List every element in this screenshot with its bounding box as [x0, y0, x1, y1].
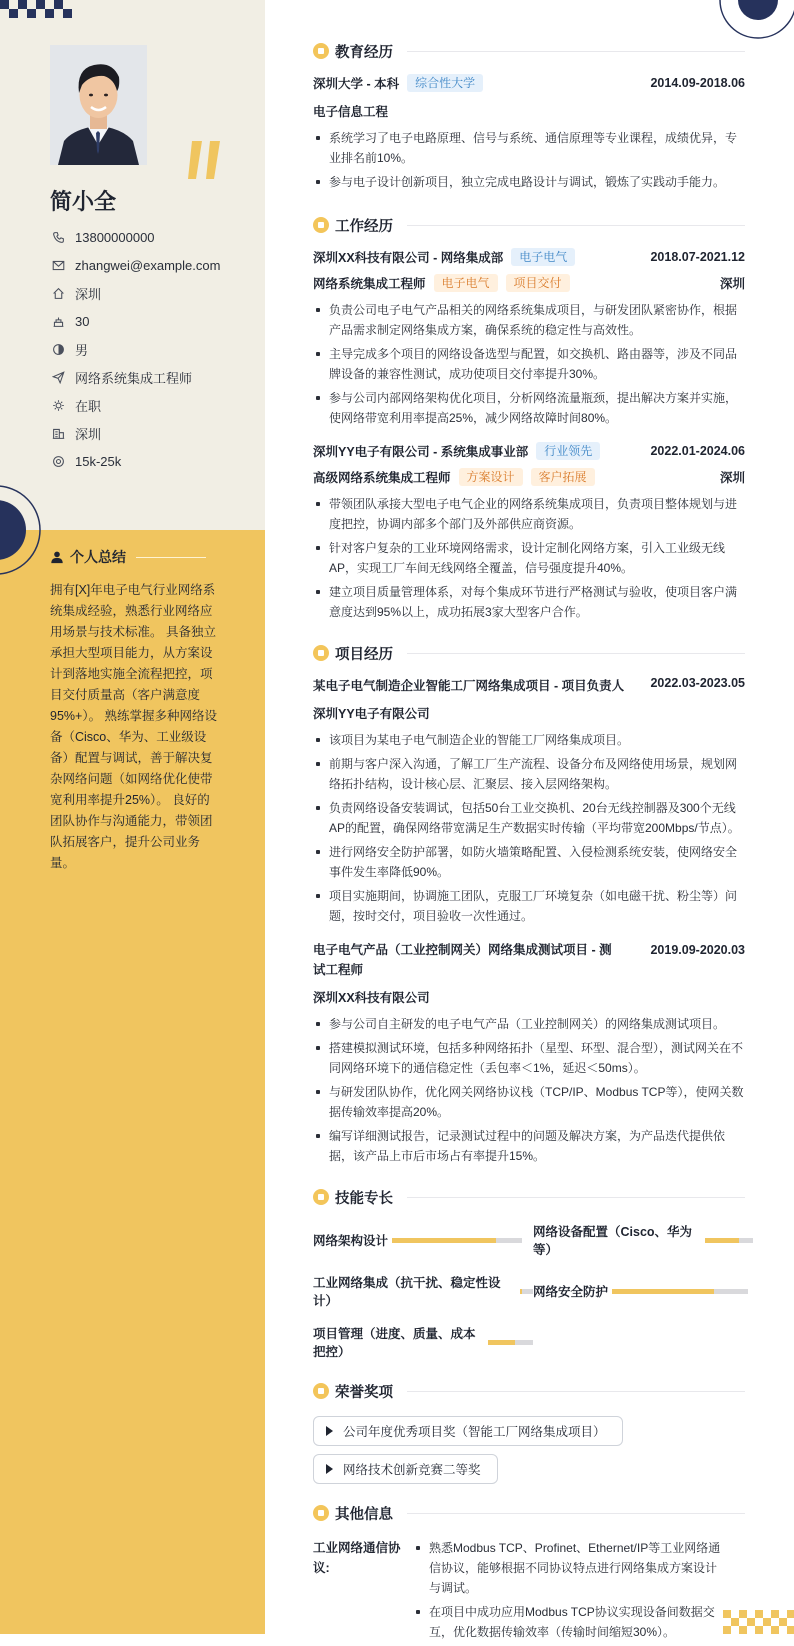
project-org: 深圳XX科技有限公司	[313, 991, 430, 1005]
project-bullets	[313, 730, 745, 926]
work-company-row	[313, 442, 745, 460]
skill-bar-fill	[612, 1289, 714, 1294]
section-icon	[313, 217, 329, 233]
send-icon	[50, 369, 66, 385]
info-email	[50, 251, 220, 279]
project-period: 2019.09-2020.03	[650, 943, 745, 957]
city-text: 深圳	[75, 286, 102, 302]
company-tag: 电子电气	[511, 248, 575, 266]
work-location: 深圳	[719, 471, 745, 485]
main-content	[313, 38, 745, 1646]
checker-decoration	[0, 0, 80, 22]
circle-decoration	[0, 484, 42, 576]
avatar	[50, 45, 147, 165]
position-tag: 项目交付	[506, 274, 570, 292]
project-org-row	[313, 704, 745, 722]
divider	[136, 557, 206, 558]
major-row	[313, 102, 745, 120]
skill-bar	[488, 1340, 533, 1345]
gender-icon	[50, 341, 66, 357]
skill-name: 工业网络集成（抗干扰、稳定性设计）	[313, 1276, 501, 1308]
company-name: 深圳YY电子有限公司 - 系统集成事业部	[313, 445, 529, 459]
awards-list	[313, 1416, 745, 1446]
awards-header	[313, 1378, 745, 1404]
list-item: 带领团队承接大型电子电气企业的网络系统集成项目，负责项目整体规划与进度把控，协调内部多个部门及外部供应商资源。	[313, 494, 745, 534]
list-item: 负责公司电子电气产品相关的网络系统集成项目，与研发团队紧密协作，根据产品需求制定网络集成方案，确保系统的稳定性与高效性。	[313, 300, 745, 340]
section-icon	[313, 43, 329, 59]
skill-item	[313, 1273, 533, 1309]
education-row	[313, 74, 745, 92]
quote-icon	[188, 135, 228, 185]
section-icon	[313, 645, 329, 661]
info-job-target	[50, 363, 220, 391]
list-item: 参与公司自主研发的电子电气产品（工业控制网关）的网络集成测试项目。	[313, 1014, 745, 1034]
list-item: 建立项目质量管理体系，对每个集成环节进行严格测试与验收，使项目客户满意度达到95%以上，成功拓展3家大型客户合作。	[313, 582, 745, 622]
skill-bar-fill	[705, 1238, 738, 1243]
home-icon	[50, 285, 66, 301]
education-header	[313, 38, 745, 64]
play-icon	[326, 1426, 333, 1436]
skill-item	[533, 1222, 753, 1258]
list-item: 参与公司内部网络架构优化项目，分析网络流量瓶颈，提出解决方案并实施，使网络带宽利用率提高25%，减少网络故障时间80%。	[313, 388, 745, 428]
skill-item	[313, 1324, 533, 1360]
company-name: 深圳XX科技有限公司 - 网络集成部	[313, 251, 504, 265]
project-org-row	[313, 988, 745, 1006]
project-name: 某电子电气制造企业智能工厂网络集成项目 - 项目负责人	[313, 679, 625, 693]
school-tag: 综合性大学	[407, 74, 483, 92]
info-target-city	[50, 419, 220, 447]
age-icon	[50, 313, 66, 329]
divider	[407, 1391, 745, 1392]
work-period: 2022.01-2024.06	[650, 444, 745, 458]
gender-text: 男	[75, 342, 89, 358]
user-icon	[50, 550, 64, 564]
position-tag: 电子电气	[434, 274, 498, 292]
project-bullets	[313, 1014, 745, 1166]
salary-text: 15k-25k	[75, 453, 122, 469]
play-icon	[326, 1464, 333, 1474]
project-row	[313, 676, 745, 694]
other-title: 其他信息	[335, 1506, 393, 1523]
projects-header	[313, 640, 745, 666]
awards-list	[313, 1454, 745, 1484]
work-bullets	[313, 300, 745, 428]
building-icon	[50, 425, 66, 441]
list-item: 该项目为某电子电气制造企业的智能工厂网络集成项目。	[313, 730, 745, 750]
skill-bar-fill	[392, 1238, 496, 1243]
list-item: 编写详细测试报告，记录测试过程中的问题及解决方案，为产品迭代提供依据，该产品上市后市场占有率提升15%。	[313, 1126, 745, 1166]
position-tag: 客户拓展	[531, 468, 595, 486]
info-city	[50, 279, 220, 307]
divider	[407, 1513, 745, 1514]
list-item: 主导完成多个项目的网络设备选型与配置，如交换机、路由器等，涉及不同品牌设备的兼容性测试，成功使项目交付率提升30%。	[313, 344, 745, 384]
list-item: 负责网络设备安装调试，包括50台工业交换机、20台无线控制器及300个无线AP的配置，确保网络带宽满足生产数据实时传输（平均带宽200Mbps/节点）。	[313, 798, 745, 838]
skills-title: 技能专长	[335, 1190, 393, 1207]
list-item: 项目实施期间，协调施工团队，克服工厂环境复杂（如电磁干扰、粉尘等）问题，按时交付，项目验收一次性通过。	[313, 886, 745, 926]
skills-grid	[313, 1222, 745, 1360]
skill-item	[313, 1222, 533, 1258]
education-bullets	[313, 128, 745, 192]
skill-name: 项目管理（进度、质量、成本把控）	[313, 1327, 476, 1359]
email-text: zhangwei@example.com	[75, 257, 221, 273]
list-item: 搭建模拟测试环境，包括多种网络拓扑（星型、环型、混合型），测试网关在不同网络环境下的通信稳定性（丢包率＜1%，延迟＜50ms）。	[313, 1038, 745, 1078]
circle-decoration-top	[718, 0, 794, 40]
school-name: 深圳大学 - 本科	[313, 77, 400, 91]
info-age	[50, 307, 220, 335]
other-bullets	[413, 1538, 723, 1646]
skill-bar	[612, 1289, 748, 1294]
skill-bar	[392, 1238, 522, 1243]
skill-name: 网络安全防护	[533, 1285, 609, 1299]
target-city-text: 深圳	[75, 426, 102, 442]
skill-bar	[520, 1289, 533, 1294]
divider	[407, 225, 745, 226]
divider	[407, 653, 745, 654]
award-label: 公司年度优秀项目奖（智能工厂网络集成项目）	[343, 1425, 606, 1439]
award-item[interactable]	[313, 1454, 498, 1484]
list-item: 熟悉Modbus TCP、Profinet、Ethernet/IP等工业网络通信协议，能够根据不同协议特点进行网络集成方案设计与调试。	[413, 1538, 723, 1598]
awards-title: 荣誉奖项	[335, 1384, 393, 1401]
section-icon	[313, 1189, 329, 1205]
education-title: 教育经历	[335, 44, 393, 61]
salary-icon	[50, 453, 66, 469]
work-header	[313, 212, 745, 238]
major-name: 电子信息工程	[313, 105, 389, 119]
work-title: 工作经历	[335, 218, 393, 235]
list-item: 在项目中成功应用Modbus TCP协议实现设备间数据交互，优化数据传输效率（传输时间缩短30%）。	[413, 1602, 723, 1642]
candidate-name: 简小全	[50, 189, 117, 214]
other-row	[313, 1538, 745, 1646]
project-org: 深圳YY电子有限公司	[313, 707, 430, 721]
other-header	[313, 1500, 745, 1526]
list-item: 进行网络安全防护部署，如防火墙策略配置、入侵检测系统安装，使网络安全事件发生率降低90%。	[313, 842, 745, 882]
work-bullets	[313, 494, 745, 622]
summary-text: 拥有[X]年电子电气行业网络系统集成经验，熟悉行业网络应用场景与技术标准。 具备独立承担大型项目能力，从方案设计到落地实施全流程把控，项目交付质量高（客户满意度95%+）。 熟练掌握多种网络设备（Cisco、华为、工业级设备）配置与调试，善于解决复杂网络问题（如网络优化使带宽利用率提升25%）。 良好的团队协作与沟通能力，带领团队拓展客户，提升公司业务量。	[50, 583, 218, 870]
phone-icon	[50, 229, 66, 245]
sidebar-profile-panel	[0, 0, 265, 530]
projects-title: 项目经历	[335, 646, 393, 663]
project-period: 2022.03-2023.05	[650, 676, 745, 690]
work-position-row	[313, 274, 745, 292]
divider	[407, 51, 745, 52]
job-target-text: 网络系统集成工程师	[75, 370, 193, 386]
skill-item	[533, 1273, 753, 1309]
list-item: 针对客户复杂的工业环境网络需求，设计定制化网络方案，引入工业级无线AP，实现工厂车间无线网络全覆盖，信号强度提升40%。	[313, 538, 745, 578]
work-position-row	[313, 468, 745, 486]
position-name: 高级网络系统集成工程师	[313, 471, 451, 485]
award-label: 网络技术创新竞赛二等奖	[343, 1463, 481, 1477]
skill-bar-fill	[488, 1340, 515, 1345]
project-name: 电子电气产品（工业控制网关）网络集成测试项目 - 测试工程师	[313, 943, 612, 977]
list-item: 前期与客户深入沟通，了解工厂生产流程、设备分布及网络使用场景，规划网络拓扑结构，设计核心层、汇聚层、接入层网络架构。	[313, 754, 745, 794]
skill-name: 网络设备配置（Cisco、华为等）	[533, 1225, 693, 1257]
info-gender	[50, 335, 220, 363]
info-phone	[50, 223, 220, 251]
list-item: 参与电子设计创新项目，独立完成电路设计与调试，锻炼了实践动手能力。	[313, 172, 745, 192]
work-period: 2018.07-2021.12	[650, 250, 745, 264]
summary-title: 个人总结	[70, 549, 126, 565]
list-item: 系统学习了电子电路原理、信号与系统、通信原理等专业课程，成绩优异，专业排名前10%。	[313, 128, 745, 168]
position-tag: 方案设计	[459, 468, 523, 486]
other-label: 工业网络通信协议:	[313, 1541, 401, 1575]
work-location: 深圳	[719, 277, 745, 291]
project-row	[313, 940, 745, 980]
section-icon	[313, 1505, 329, 1521]
company-tag: 行业领先	[536, 442, 600, 460]
phone-text: 13800000000	[75, 229, 155, 245]
work-company-row	[313, 248, 745, 266]
skills-header	[313, 1184, 745, 1210]
info-salary	[50, 447, 220, 475]
sidebar	[0, 0, 265, 1634]
summary-header	[50, 547, 206, 567]
status-text: 在职	[75, 398, 102, 414]
position-name: 网络系统集成工程师	[313, 277, 426, 291]
divider	[407, 1197, 745, 1198]
award-item[interactable]	[313, 1416, 623, 1446]
education-period: 2014.09-2018.06	[650, 76, 745, 90]
contact-info-list	[50, 223, 220, 475]
skill-bar	[705, 1238, 753, 1243]
mail-icon	[50, 257, 66, 273]
skill-bar-fill	[520, 1289, 523, 1294]
skill-name: 网络架构设计	[313, 1234, 389, 1248]
status-icon	[50, 397, 66, 413]
age-text: 30	[75, 313, 90, 329]
list-item: 与研发团队协作，优化网关网络协议栈（TCP/IP、Modbus TCP等），使网关数据传输效率提高20%。	[313, 1082, 745, 1122]
section-icon	[313, 1383, 329, 1399]
info-status	[50, 391, 220, 419]
